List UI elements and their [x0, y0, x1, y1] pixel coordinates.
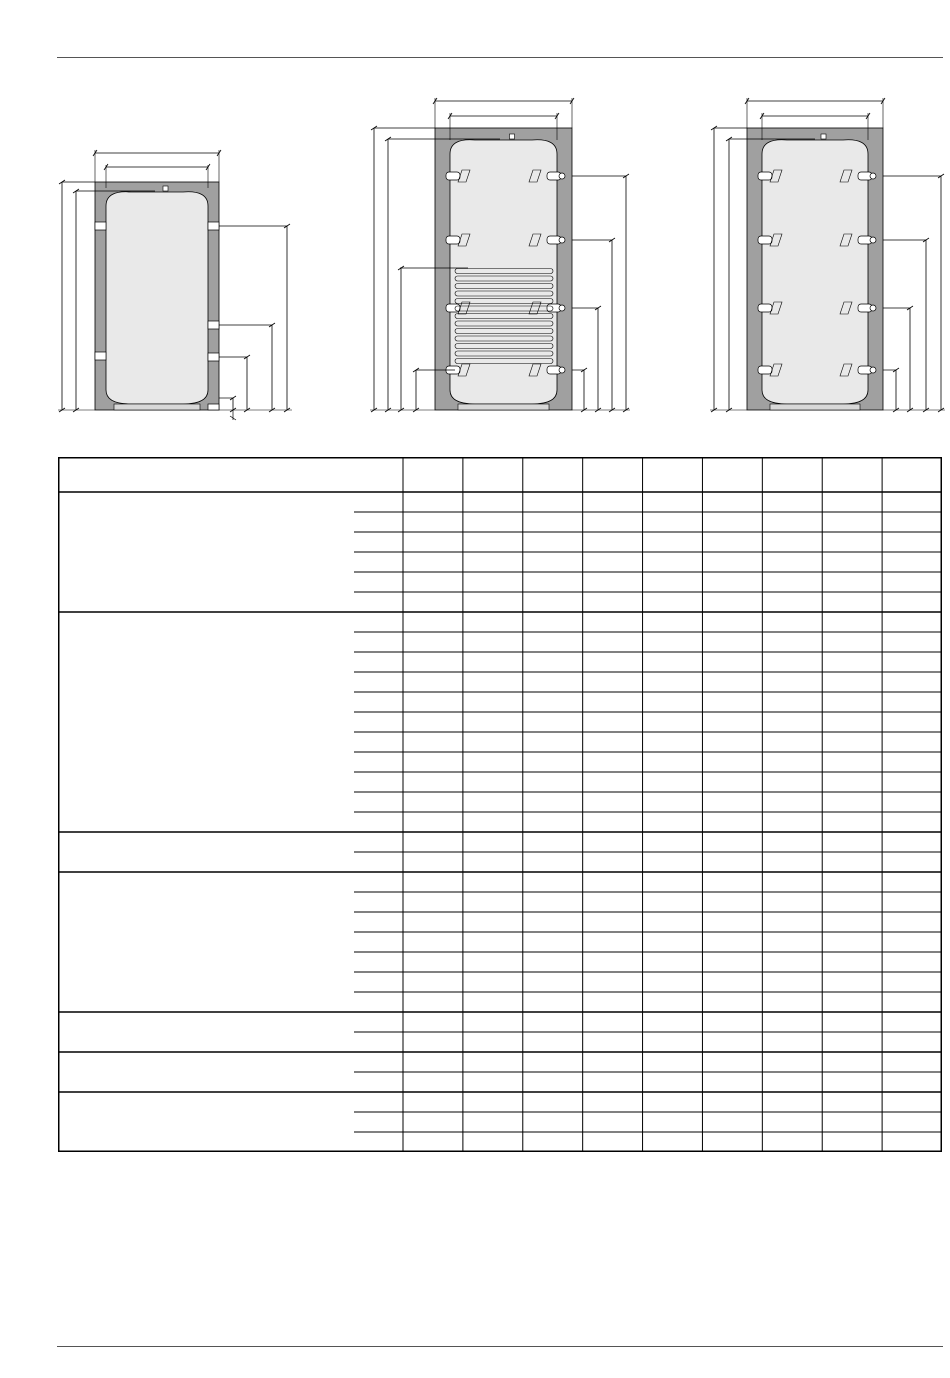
port-socket: [758, 366, 772, 374]
port-flange: [870, 237, 876, 243]
tank-drawings: [0, 0, 950, 440]
vent-nozzle: [821, 134, 826, 139]
specification-table: [58, 457, 942, 1152]
port-flange: [870, 367, 876, 373]
drawing-tank-2: [435, 128, 572, 410]
vent-nozzle: [163, 186, 168, 191]
port-flange: [559, 173, 565, 179]
tank-base: [114, 404, 200, 410]
vent-nozzle: [510, 134, 515, 139]
port-socket: [446, 172, 460, 180]
drawing-tank-1: [95, 182, 219, 410]
drain-socket: [208, 404, 219, 410]
port-flange: [559, 305, 565, 311]
port-socket: [758, 304, 772, 312]
port-flange: [870, 173, 876, 179]
side-socket: [95, 222, 106, 230]
side-socket: [208, 321, 219, 329]
port-flange: [559, 237, 565, 243]
port-flange: [559, 367, 565, 373]
port-socket: [758, 172, 772, 180]
port-flange: [870, 305, 876, 311]
footer-rule: [57, 1346, 943, 1347]
port-socket: [446, 236, 460, 244]
side-socket: [95, 352, 106, 360]
tank-vessel: [106, 192, 208, 404]
drawing-tank-3: [747, 128, 883, 410]
side-socket: [208, 222, 219, 230]
table-frame: [59, 458, 942, 1152]
tank-base: [770, 404, 860, 410]
port-socket: [758, 236, 772, 244]
tank-base: [458, 404, 549, 410]
side-socket: [208, 353, 219, 361]
